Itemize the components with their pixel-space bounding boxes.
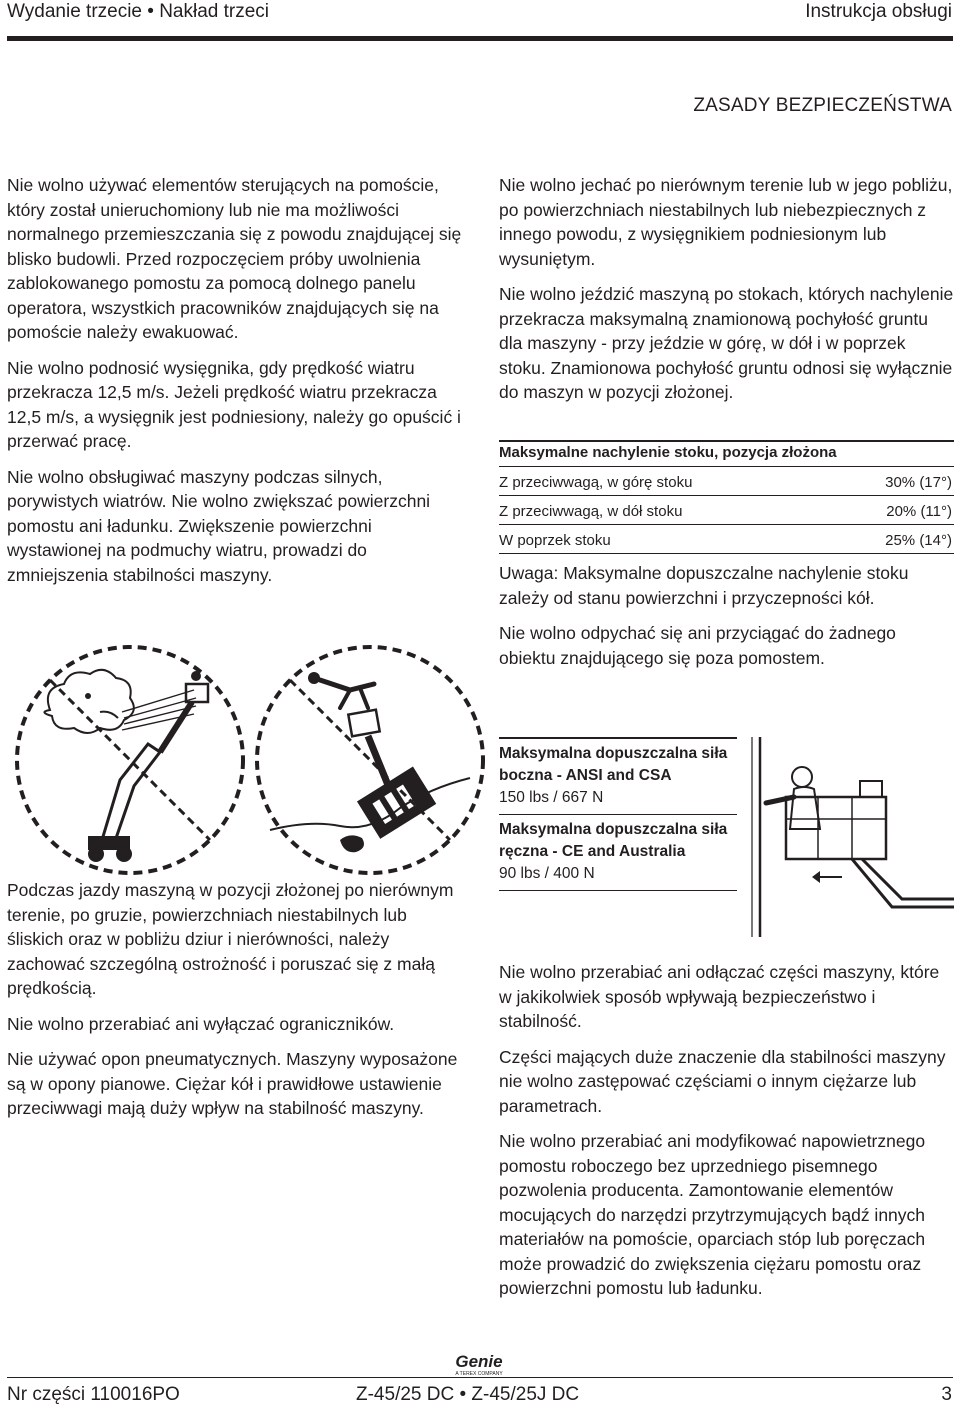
paragraph-push-pull: Nie wolno odpychać się ani przyciągać do żadnego obiektu znajdującego się poza pomostem.	[499, 623, 896, 668]
paragraph-no-modification: Nie wolno przerabiać ani modyfikować napowietrznego pomostu roboczego bez uprzedniego pisemnego pozwolenia producenta. Zamontowanie elementów mocujących do narzędzi przytrzymujących bądź innych materiałów na pomoście, oparciach stóp lub poręczach może prowadzić do zwiększenia ciężaru pomostu oraz powierzchni pomostu lub ładunku.	[499, 1131, 926, 1298]
slope-table	[499, 440, 954, 554]
table-row	[499, 467, 954, 496]
logo-text: Genie	[455, 1352, 503, 1371]
footer-rule	[7, 1377, 953, 1378]
ansi-value: 150 lbs / 667 N	[499, 789, 604, 806]
table-row	[499, 496, 954, 525]
slope-table-title: Maksymalne nachylenie stoku, pozycja złożona	[499, 444, 837, 461]
left-column-lower	[7, 878, 467, 1132]
ce-value: 90 lbs / 400 N	[499, 865, 595, 882]
slope-row-value: 30% (17°)	[885, 474, 952, 491]
paragraph-tires: Nie używać opon pneumatycznych. Maszyny wyposażone są w opony pianowe. Ciężar kół i prawidłowe ustawienie przeciwwagi mają duży wpływ na stabilność maszyny.	[7, 1049, 458, 1118]
prohibited-wind-icon	[10, 640, 250, 880]
paragraph-immobilized-platform: Nie wolno używać elementów sterujących na pomoście, który został unieruchomiony lub nie ma możliwości normalnego przemieszczania się z powodu znajdującej się blisko budowli. Przed rozpoczęciem próby uwolnienia zablokowanego pomostu za pomocą dolnego panelu operatora, wszystkich pracowników znajdujących się na pomoście należy ewakuować.	[7, 175, 462, 342]
right-column-upper	[499, 173, 954, 416]
right-column-lower	[499, 960, 954, 1312]
paragraph-rough-terrain: Podczas jazdy maszyną w pozycji złożonej po nierównym terenie, po gruzie, powierzchniach niestabilnych lub śliskich oraz w pobliżu dziur i nierówności, należy zachować szczególną ostrożność i poruszać się z małą prędkością.	[7, 880, 454, 998]
slope-row-label: Z przeciwwagą, w górę stoku	[499, 474, 693, 491]
table-row	[499, 525, 954, 554]
right-column-middle	[499, 561, 954, 681]
prohibited-slope-tipover-icon	[250, 640, 490, 880]
paragraph-gusty-winds: Nie wolno obsługiwać maszyny podczas silnych, porywistych wiatrów. Nie wolno zwiększać powierzchni pomostu ani ładunku. Zwiększenie powierzchni wystawionej na podmuchy wiatru, prowadzi do zmniejszenia stabilności maszyny.	[7, 466, 431, 585]
paragraph-drive-slopes: Nie wolno jeździć maszyną po stokach, których nachylenie przekracza maksymalną znamionową pochyłość gruntu dla maszyny - przy jeździe w górę, w dół i w poprzek stoku. Znamionowa pochyłość gruntu odnosi się wyłącznie do maszyn w pozycji złożonej.	[499, 284, 954, 402]
ce-block	[499, 815, 737, 890]
footer-model: Z-45/25 DC • Z-45/25J DC	[356, 1384, 580, 1405]
slope-row-label: Z przeciwwagą, w dół stoku	[499, 503, 683, 520]
header-rule	[7, 36, 953, 41]
paragraph-limit-switches: Nie wolno przerabiać ani wyłączać ograniczników.	[7, 1013, 395, 1034]
ansi-block	[499, 739, 737, 814]
slope-row-label: W poprzek stoku	[499, 532, 611, 549]
ce-title: Maksymalna dopuszczalna siła ręczna - CE and Australia	[499, 821, 728, 860]
genie-logo-icon	[444, 1352, 514, 1376]
paragraph-wind-speed: Nie wolno podnosić wysięgnika, gdy prędkość wiatru przekracza 12,5 m/s. Jeżeli prędkość wiatru przekracza 12,5 m/s, a wysięgnik jest podniesiony, należy go opuścić i przerwać pracę.	[7, 357, 461, 451]
footer-page-number: 3	[941, 1384, 952, 1405]
header-manual-title: Instrukcja obsługi	[805, 1, 952, 22]
logo-subtext: A TEREX COMPANY	[455, 1371, 503, 1376]
paragraph-replace-parts: Części mających duże znaczenie dla stabilności maszyny nie wolno zastępować częściami o innym ciężarze lub parametrach.	[499, 1046, 946, 1116]
force-bottom-rule	[499, 890, 737, 891]
ansi-title: Maksymalna dopuszczalna siła boczna - ANSI and CSA	[499, 745, 728, 784]
paragraph-slope-note: Uwaga: Maksymalne dopuszczalne nachylenie stoku zależy od stanu powierzchni i przyczepności kół.	[499, 563, 909, 608]
footer-part-number: Nr części 110016PO	[7, 1384, 180, 1405]
header-edition: Wydanie trzecie • Nakład trzeci	[7, 1, 270, 22]
paragraph-drive-uneven: Nie wolno jechać po nierównym terenie lub w jego pobliżu, po powierzchniach niestabilnych lub niebezpiecznych z innego powodu, z wysięgnikiem podniesionym lub wysuniętym.	[499, 175, 953, 269]
left-column-upper	[7, 173, 467, 598]
side-force-icon	[742, 737, 954, 937]
section-title: ZASADY BEZPIECZEŃSTWA	[693, 95, 952, 116]
paragraph-modify-parts: Nie wolno przerabiać ani odłączać części maszyny, które w jakikolwiek sposób wpływają bezpieczeństwo i stabilność.	[499, 962, 940, 1031]
force-limits-box	[499, 737, 737, 891]
slope-row-value: 25% (14°)	[885, 532, 952, 549]
slope-row-value: 20% (11°)	[886, 503, 952, 520]
